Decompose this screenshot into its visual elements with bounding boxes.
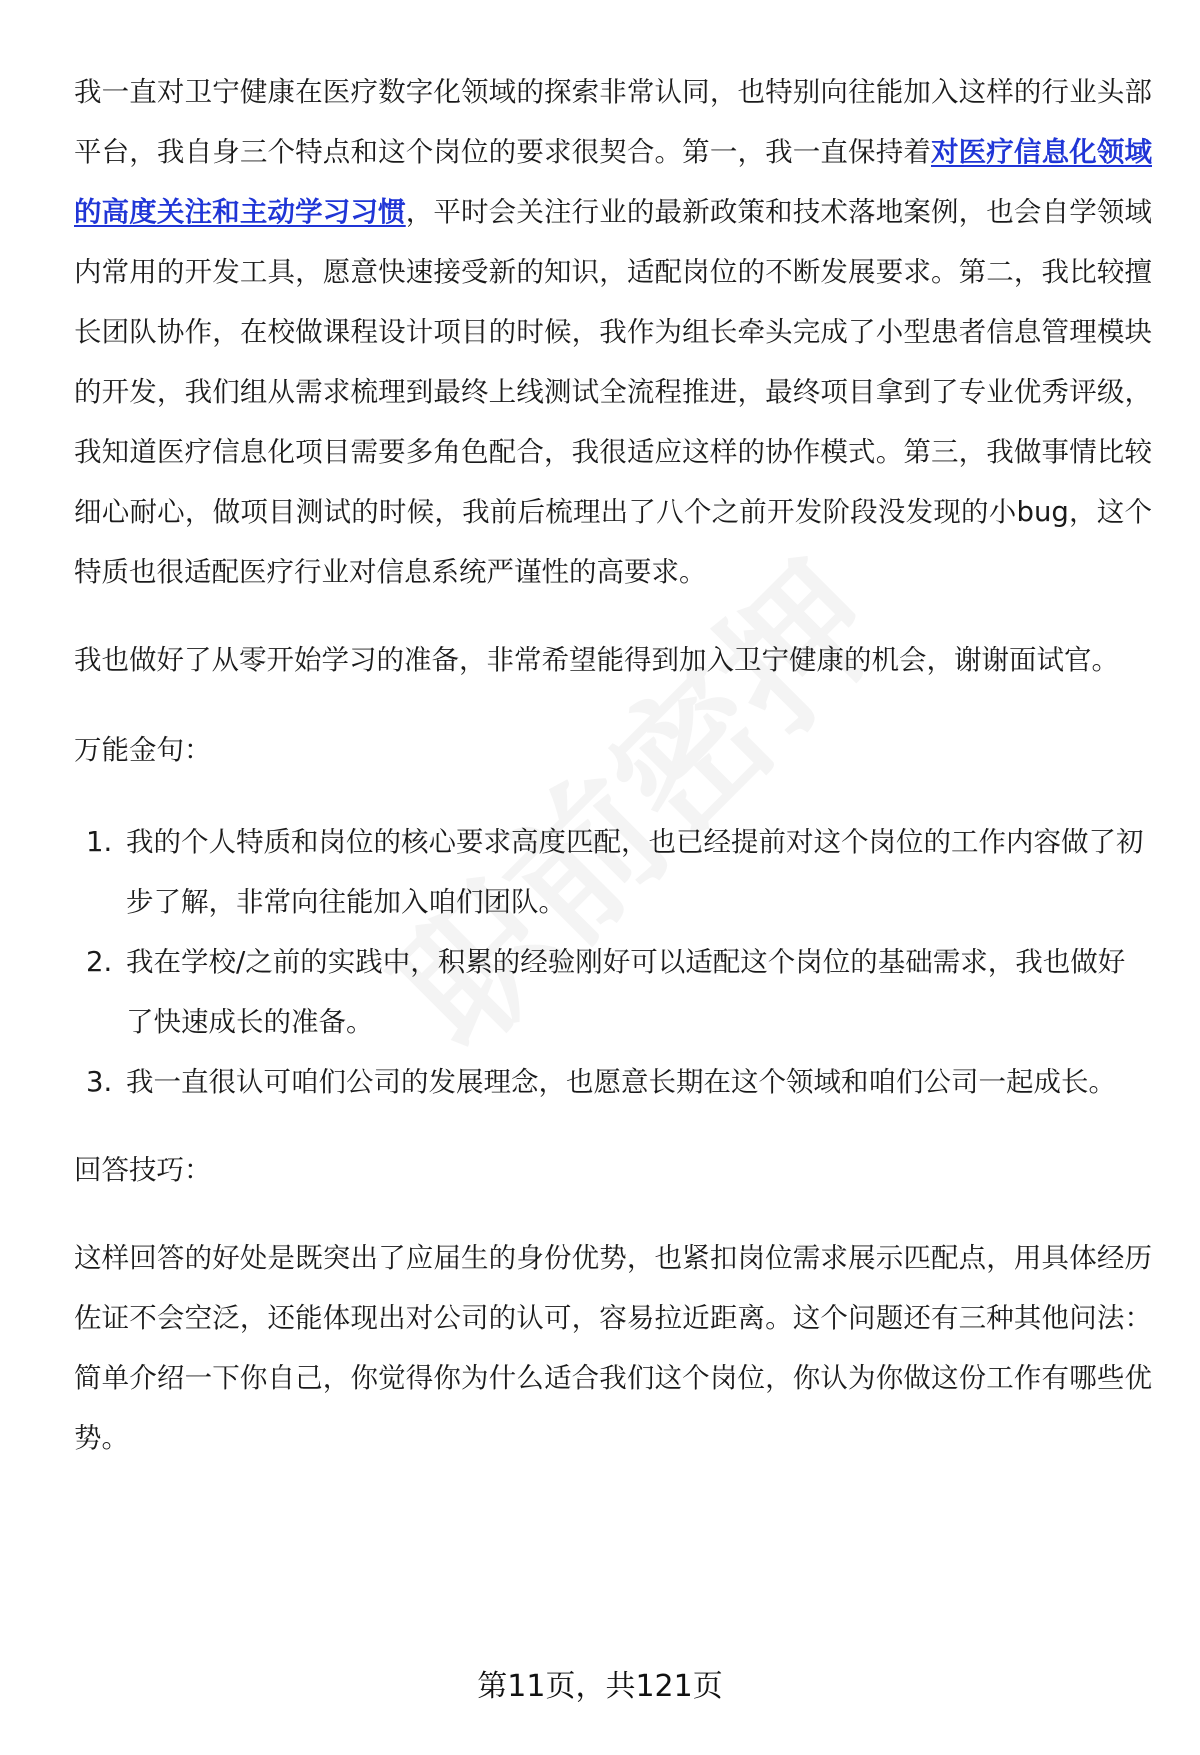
list-item — [74, 932, 1152, 1052]
list-item — [74, 812, 1152, 932]
closing-paragraph: 我也做好了从零开始学习的准备，非常希望能得到加入卫宁健康的机会，谢谢面试官。 — [74, 644, 1119, 676]
highlighted-phrase: 对医疗信息化领域的高度关注和主动学习习惯 — [74, 136, 1152, 228]
list-item — [74, 1052, 1152, 1112]
golden-sentences-list — [74, 812, 1152, 1112]
list-item-text: 我在学校/之前的实践中，积累的经验刚好可以适配这个岗位的基础需求，我也做好了快速成长的准备。 — [126, 946, 1126, 1038]
intro-paragraph — [74, 62, 1152, 602]
list-item-text: 我一直很认可咱们公司的发展理念，也愿意长期在这个领域和咱们公司一起成长。 — [126, 1066, 1116, 1098]
document-content — [74, 62, 1152, 1468]
intro-text-end: ，平时会关注行业的最新政策和技术落地案例，也会自学领域内常用的开发工具，愿意快速接受新的知识，适配岗位的不断发展要求。第二，我比较擅长团队协作，在校做课程设计项目的时候，我作为组长牵头完成了小型患者信息管理模块的开发，我们组从需求梳理到最终上线测试全流程推进，最终项目拿到了专业优秀评级，我知道医疗信息化项目需要多角色配合，我很适应这样的协作模式。第三，我做事情比较细心耐心，做项目测试的时候，我前后梳理出了八个之前开发阶段没发现的小bug，这个特质也很适配医疗行业对信息系统严谨性的高要求。 — [74, 196, 1153, 588]
list-number: 2. — [86, 946, 113, 978]
golden-sentences-heading: 万能金句： — [74, 734, 212, 766]
list-number: 3. — [86, 1066, 113, 1098]
list-item-text: 我的个人特质和岗位的核心要求高度匹配，也已经提前对这个岗位的工作内容做了初步了解，非常向往能加入咱们团队。 — [126, 826, 1144, 918]
answer-tips-paragraph: 这样回答的好处是既突出了应届生的身份优势，也紧扣岗位需求展示匹配点，用具体经历佐证不会空泛，还能体现出对公司的认可，容易拉近距离。这个问题还有三种其他问法：简单介绍一下你自己，你觉得你为什么适合我们这个岗位，你认为你做这份工作有哪些优势。 — [74, 1242, 1152, 1454]
intro-text-start: 我一直对卫宁健康在医疗数字化领域的探索非常认同，也特别向往能加入这样的行业头部平台，我自身三个特点和这个岗位的要求很契合。第一，我一直保持着 — [74, 76, 1152, 168]
answer-tips-heading: 回答技巧： — [74, 1154, 212, 1186]
page-number: 第11页，共121页 — [477, 1669, 723, 1704]
list-number: 1. — [86, 826, 113, 858]
